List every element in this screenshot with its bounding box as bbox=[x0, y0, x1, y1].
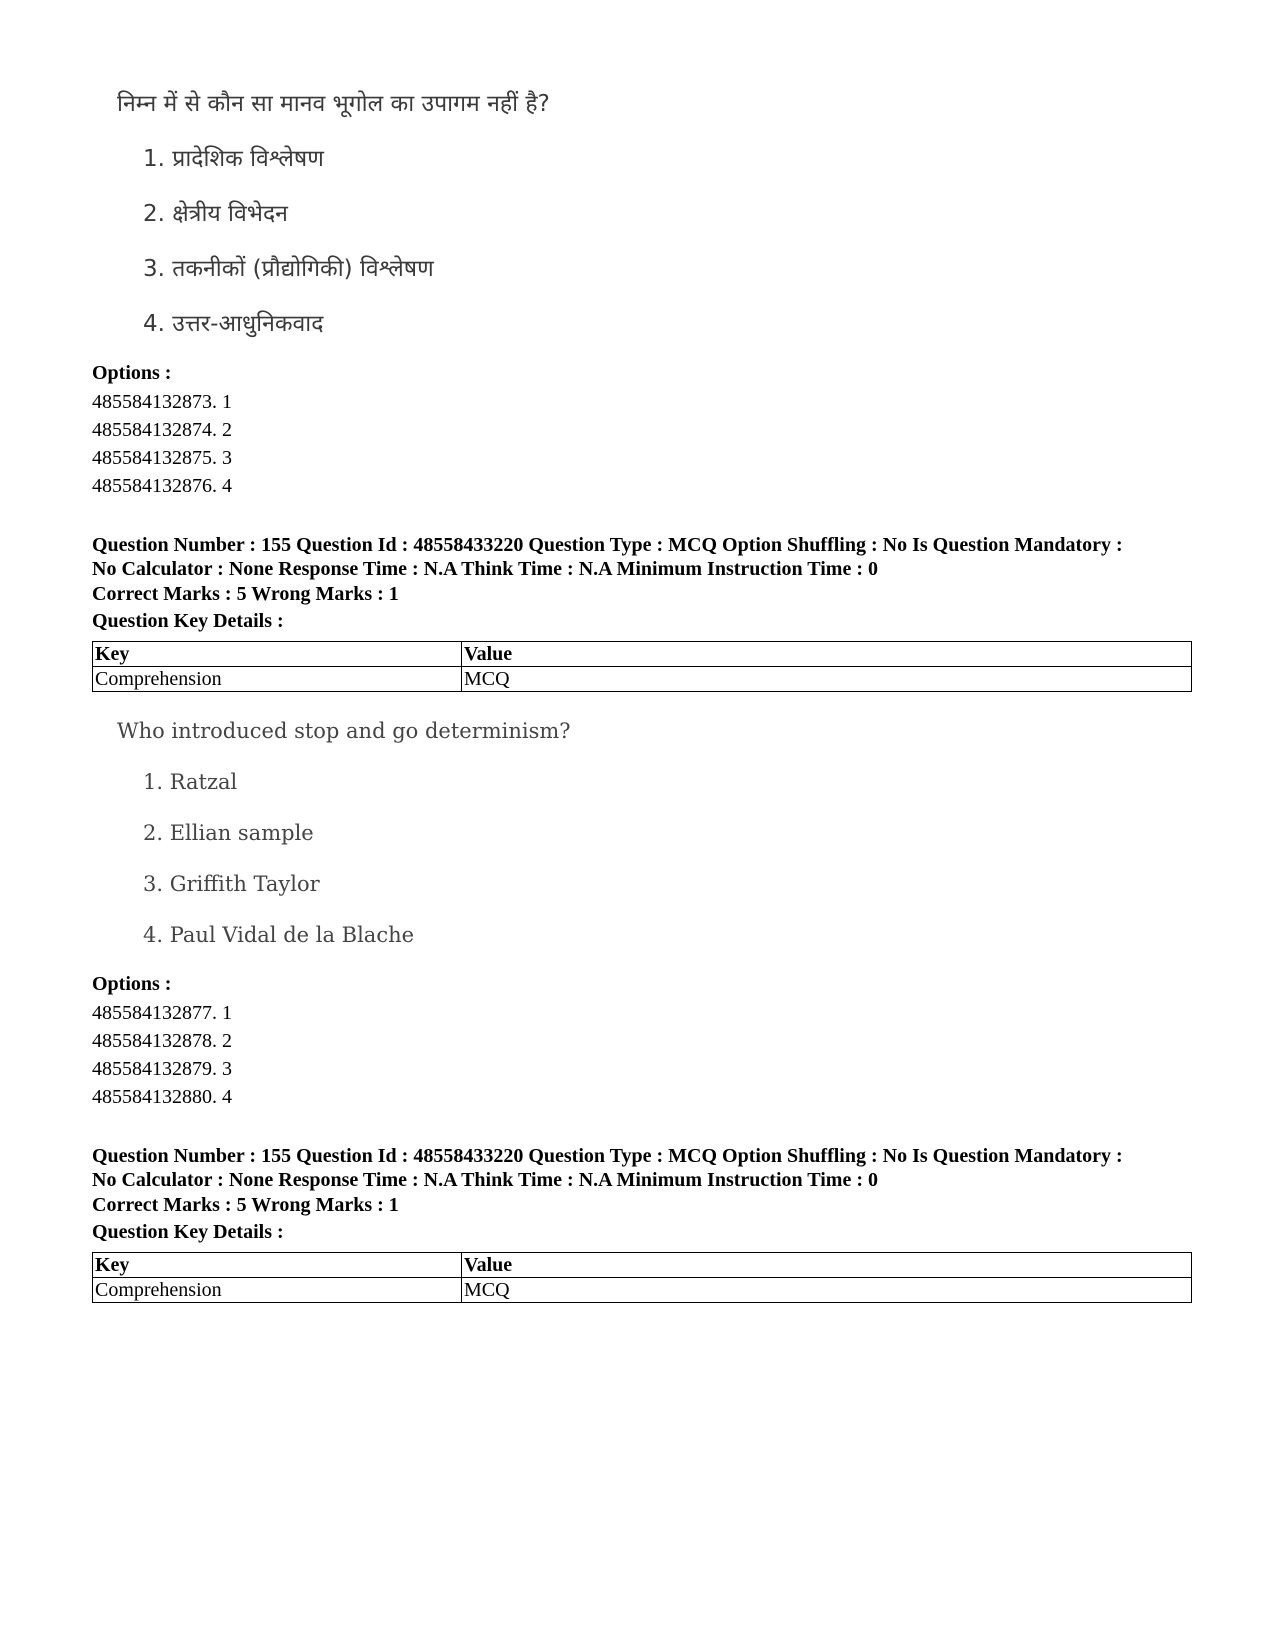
table-cell-value: MCQ bbox=[462, 1278, 1192, 1303]
option-item: 485584132875. 3 bbox=[92, 447, 232, 469]
question-1-choice-2: 2. क्षेत्रीय विभेदन bbox=[143, 201, 288, 227]
meta-line-2: No Calculator : None Response Time : N.A Think Time : N.A Minimum Instruction Time : 0 bbox=[92, 1169, 878, 1191]
options-label-2: Options : bbox=[92, 973, 172, 995]
key-details-table-1 bbox=[92, 641, 1192, 692]
option-item: 485584132880. 4 bbox=[92, 1086, 232, 1108]
marks-2: Correct Marks : 5 Wrong Marks : 1 bbox=[92, 1194, 399, 1216]
marks-1: Correct Marks : 5 Wrong Marks : 1 bbox=[92, 583, 399, 605]
table-header-key: Key bbox=[93, 642, 462, 667]
question-1-choice-4: 4. उत्तर-आधुनिकवाद bbox=[143, 311, 324, 337]
question-2-text: Who introduced stop and go determinism? bbox=[117, 719, 571, 743]
table-header-row bbox=[93, 1253, 1192, 1278]
table-cell-key: Comprehension bbox=[93, 1278, 462, 1303]
option-item: 485584132877. 1 bbox=[92, 1002, 232, 1024]
options-list-1 bbox=[92, 388, 232, 500]
question-2-choice-2: 2. Ellian sample bbox=[143, 821, 314, 845]
key-details-label-1: Question Key Details : bbox=[92, 610, 284, 632]
question-meta-1 bbox=[92, 533, 1202, 581]
question-2-choice-1: 1. Ratzal bbox=[143, 770, 238, 794]
question-1-text: निम्न में से कौन सा मानव भूगोल का उपागम नहीं है? bbox=[117, 91, 550, 117]
table-header-value: Value bbox=[462, 642, 1192, 667]
table-cell-key: Comprehension bbox=[93, 667, 462, 692]
table-header-row bbox=[93, 642, 1192, 667]
table-header-key: Key bbox=[93, 1253, 462, 1278]
question-1-choice-1: 1. प्रादेशिक विश्लेषण bbox=[143, 146, 324, 172]
question-2-choice-3: 3. Griffith Taylor bbox=[143, 872, 320, 896]
option-item: 485584132874. 2 bbox=[92, 419, 232, 441]
key-details-label-2: Question Key Details : bbox=[92, 1221, 284, 1243]
option-item: 485584132878. 2 bbox=[92, 1030, 232, 1052]
meta-line-1: Question Number : 155 Question Id : 48558433220 Question Type : MCQ Option Shuffling : No Is Question Mandatory : bbox=[92, 534, 1123, 556]
options-list-2 bbox=[92, 999, 232, 1111]
options-label-1: Options : bbox=[92, 362, 172, 384]
option-item: 485584132876. 4 bbox=[92, 475, 232, 497]
table-cell-value: MCQ bbox=[462, 667, 1192, 692]
question-2-choice-4: 4. Paul Vidal de la Blache bbox=[143, 923, 415, 947]
meta-line-1: Question Number : 155 Question Id : 48558433220 Question Type : MCQ Option Shuffling : No Is Question Mandatory : bbox=[92, 1145, 1123, 1167]
table-header-value: Value bbox=[462, 1253, 1192, 1278]
question-1-choice-3: 3. तकनीकों (प्रौद्योगिकी) विश्लेषण bbox=[143, 256, 434, 282]
table-row bbox=[93, 1278, 1192, 1303]
option-item: 485584132879. 3 bbox=[92, 1058, 232, 1080]
key-details-table-2 bbox=[92, 1252, 1192, 1303]
meta-line-2: No Calculator : None Response Time : N.A Think Time : N.A Minimum Instruction Time : 0 bbox=[92, 558, 878, 580]
option-item: 485584132873. 1 bbox=[92, 391, 232, 413]
table-row bbox=[93, 667, 1192, 692]
question-meta-2 bbox=[92, 1144, 1202, 1192]
